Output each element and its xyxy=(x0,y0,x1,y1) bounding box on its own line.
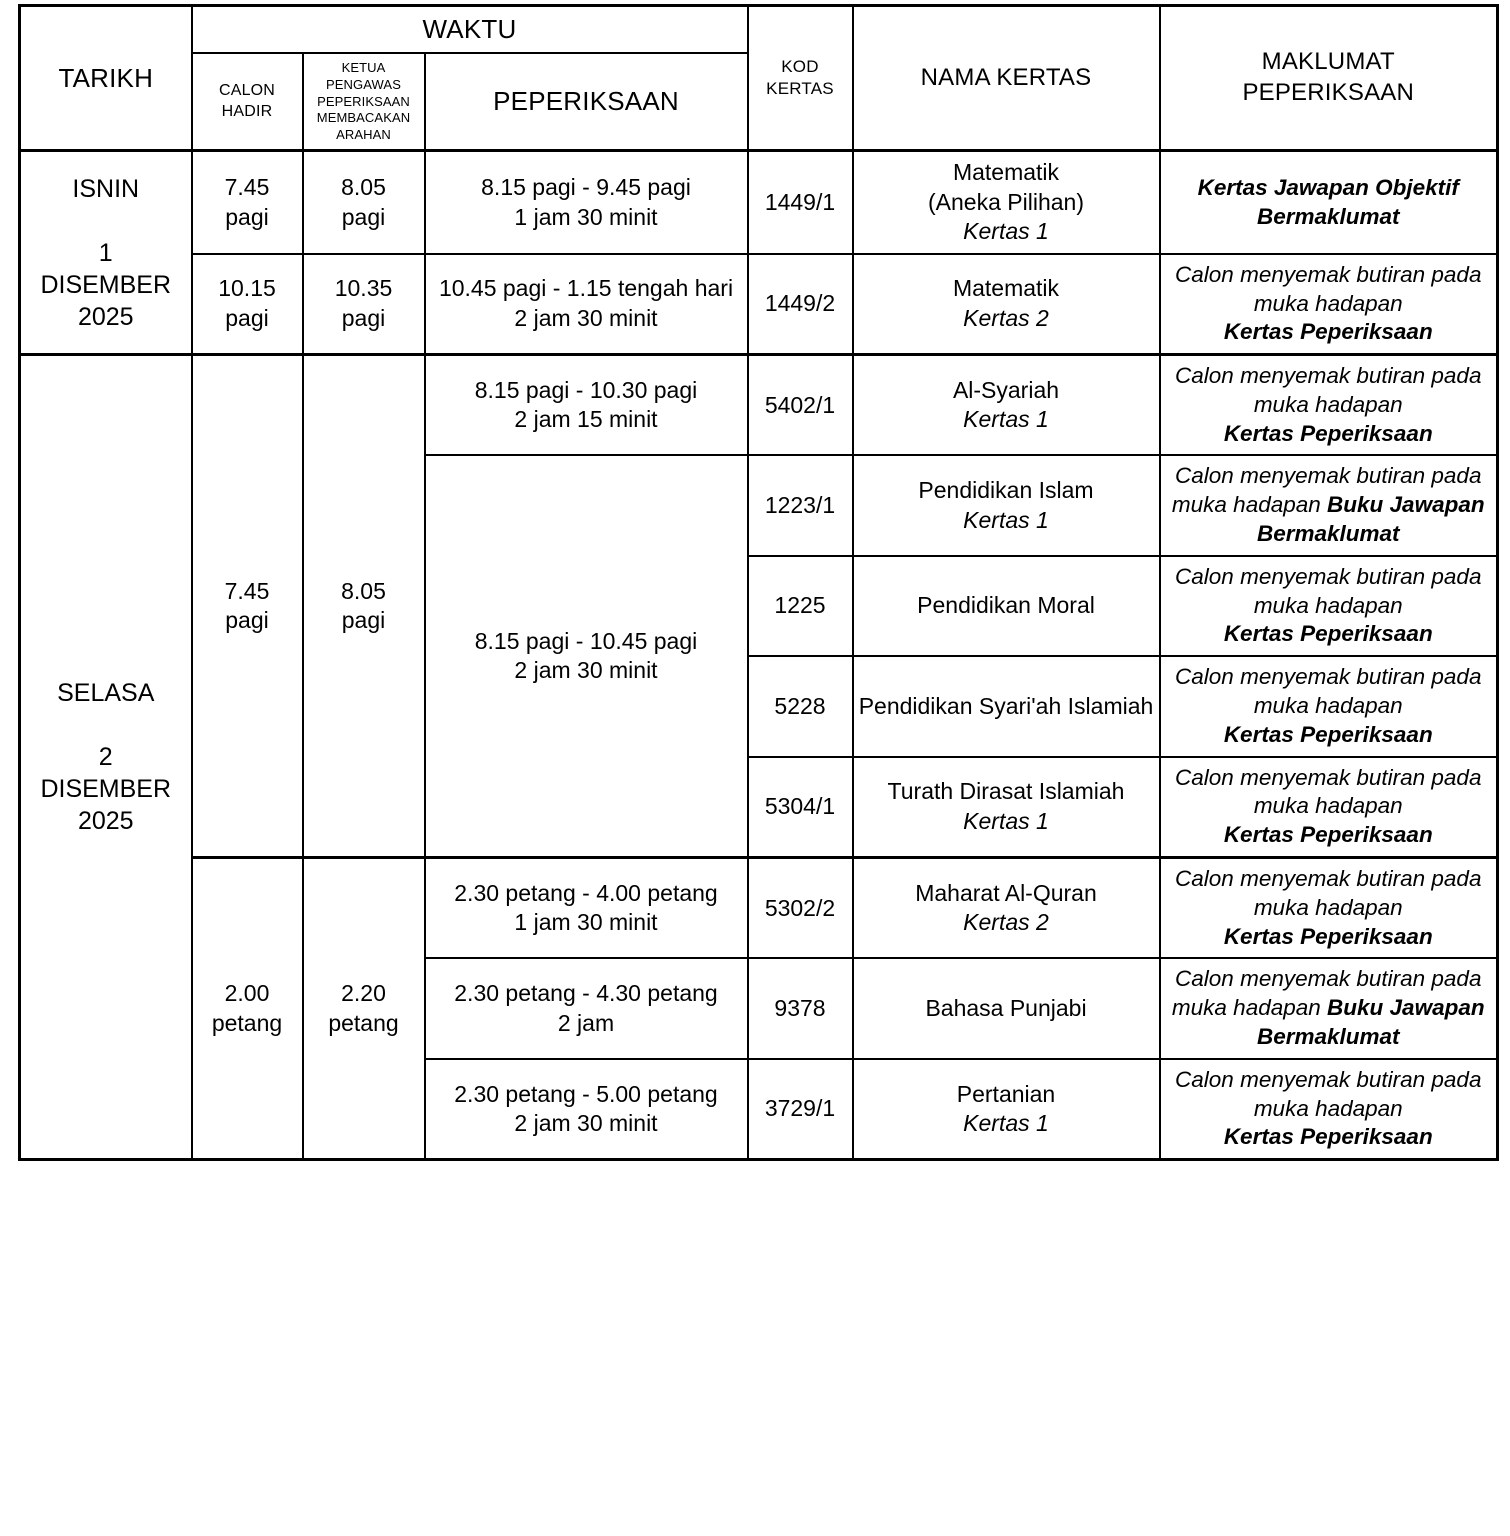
nama-kertas-sub: (Aneka Pilihan) xyxy=(928,188,1084,215)
kod-kertas-cell: 5402/1 xyxy=(748,355,853,456)
exam-slot-time xyxy=(425,858,748,959)
maklumat-plain-text: Calon menyemak butiran pada muka hadapan xyxy=(1171,966,1482,1021)
header-ketua-pengawas-text: KETUA PENGAWAS PEPERIKSAAN MEMBACAKAN ARAHAN xyxy=(316,60,411,142)
exam-slot-time xyxy=(425,1059,748,1160)
maklumat-cell xyxy=(1160,656,1498,756)
nama-kertas-main: Matematik xyxy=(952,159,1060,186)
kod-kertas-cell: 1225 xyxy=(748,556,853,656)
nama-kertas-paper: Kertas 2 xyxy=(963,304,1049,331)
calon-hadir-period-text: pagi xyxy=(225,607,269,634)
exam-slot-time xyxy=(425,151,748,254)
header-nama-kertas: NAMA KERTAS xyxy=(853,6,1160,151)
date-cell-selasa xyxy=(20,355,192,1160)
header-calon-hadir-text: CALON HADIR xyxy=(218,82,276,120)
exam-slot-time xyxy=(425,254,748,355)
ketua-time-text: 2.20 xyxy=(341,980,386,1007)
header-kod-kertas xyxy=(748,6,853,151)
kod-kertas-cell: 1223/1 xyxy=(748,455,853,555)
ketua-time-text: 8.05 xyxy=(341,174,386,201)
slot-duration-text: 2 jam xyxy=(557,1009,615,1036)
date-cell-selasa-text: SELASA 2 DISEMBER 2025 xyxy=(40,679,172,836)
calon-hadir-period-text: pagi xyxy=(225,203,269,230)
header-peperiksaan: PEPERIKSAAN xyxy=(425,53,748,151)
maklumat-bold-inline-text: Buku Jawapan Bermaklumat xyxy=(1256,995,1485,1050)
nama-kertas-cell: Pendidikan Syari'ah Islamiah xyxy=(853,656,1160,756)
maklumat-plain-text: Calon menyemak butiran pada muka hadapan xyxy=(1171,463,1482,518)
exam-slot-time xyxy=(425,355,748,456)
calon-hadir-period-text: petang xyxy=(211,1009,283,1036)
nama-kertas-main: Matematik xyxy=(952,275,1060,302)
kod-kertas-cell: 9378 xyxy=(748,958,853,1058)
header-tarikh: TARIKH xyxy=(20,6,192,151)
calon-hadir-time xyxy=(192,858,303,1160)
header-waktu: WAKTU xyxy=(192,6,748,54)
nama-kertas-cell: Pendidikan Moral xyxy=(853,556,1160,656)
nama-kertas-main: Turath Dirasat Islamiah xyxy=(887,778,1125,805)
slot-duration-text: 1 jam 30 minit xyxy=(514,909,658,936)
ketua-pengawas-time xyxy=(303,858,425,1160)
ketua-period-text: petang xyxy=(328,1009,399,1036)
calon-hadir-time-text: 10.15 xyxy=(218,275,276,302)
header-calon-hadir xyxy=(192,53,303,151)
maklumat-bold-text: Kertas Peperiksaan xyxy=(1223,621,1433,647)
nama-kertas-cell xyxy=(853,455,1160,555)
table-row xyxy=(20,355,1498,456)
maklumat-bold-text: Kertas Peperiksaan xyxy=(1223,923,1433,949)
kod-kertas-cell: 5302/2 xyxy=(748,858,853,959)
nama-kertas-paper: Kertas 1 xyxy=(963,218,1049,245)
maklumat-plain-text: Calon menyemak butiran pada muka hadapan xyxy=(1175,664,1482,719)
ketua-pengawas-time xyxy=(303,151,425,254)
table-row xyxy=(20,151,1498,254)
slot-duration-text: 2 jam 15 minit xyxy=(514,406,658,433)
kod-kertas-cell: 3729/1 xyxy=(748,1059,853,1160)
maklumat-plain-text: Calon menyemak butiran pada muka hadapan xyxy=(1175,866,1482,920)
nama-kertas-cell xyxy=(853,151,1160,254)
nama-kertas-cell xyxy=(853,1059,1160,1160)
maklumat-cell xyxy=(1160,858,1498,959)
date-cell-isnin-text: ISNIN 1 DISEMBER 2025 xyxy=(40,174,172,331)
slot-duration-text: 2 jam 30 minit xyxy=(514,304,658,331)
nama-kertas-main: Pertanian xyxy=(956,1080,1056,1107)
kod-kertas-cell: 1449/1 xyxy=(748,151,853,254)
maklumat-bold-text: Kertas Peperiksaan xyxy=(1223,822,1433,848)
date-cell-isnin xyxy=(20,151,192,355)
maklumat-bold-text: Kertas Peperiksaan xyxy=(1223,319,1433,345)
slot-time-text: 2.30 petang - 5.00 petang xyxy=(454,1080,718,1107)
calon-hadir-time-text: 2.00 xyxy=(224,980,270,1007)
nama-kertas-paper: Kertas 2 xyxy=(963,909,1049,936)
maklumat-plain-text: Calon menyemak butiran pada muka hadapan xyxy=(1175,563,1482,618)
calon-hadir-time xyxy=(192,151,303,254)
header-kod-kertas-text: KOD KERTAS xyxy=(766,57,834,99)
maklumat-cell xyxy=(1160,958,1498,1058)
maklumat-cell xyxy=(1160,151,1498,254)
ketua-time-text: 10.35 xyxy=(334,275,393,302)
nama-kertas-cell: Bahasa Punjabi xyxy=(853,958,1160,1058)
kod-kertas-cell: 5304/1 xyxy=(748,757,853,858)
maklumat-cell xyxy=(1160,757,1498,858)
calon-hadir-time xyxy=(192,355,303,858)
maklumat-bold-text: Kertas Peperiksaan xyxy=(1223,420,1433,446)
kod-kertas-cell: 5228 xyxy=(748,656,853,756)
nama-kertas-cell xyxy=(853,858,1160,959)
slot-time-text: 8.15 pagi - 9.45 pagi xyxy=(481,174,691,201)
calon-hadir-time xyxy=(192,254,303,355)
maklumat-cell xyxy=(1160,254,1498,355)
ketua-period-text: pagi xyxy=(341,203,386,230)
slot-time-text: 2.30 petang - 4.00 petang xyxy=(454,879,718,906)
nama-kertas-paper: Kertas 1 xyxy=(963,506,1049,533)
ketua-pengawas-time xyxy=(303,355,425,858)
nama-kertas-main: Al-Syariah xyxy=(952,376,1060,403)
maklumat-bold-text: Kertas Peperiksaan xyxy=(1223,721,1433,747)
nama-kertas-paper: Kertas 1 xyxy=(963,406,1049,433)
maklumat-cell xyxy=(1160,1059,1498,1160)
nama-kertas-cell xyxy=(853,254,1160,355)
nama-kertas-cell xyxy=(853,355,1160,456)
table-body xyxy=(20,151,1498,1160)
slot-time-text: 8.15 pagi - 10.30 pagi xyxy=(474,376,698,403)
header-ketua-pengawas xyxy=(303,53,425,151)
ketua-period-text: pagi xyxy=(341,607,386,634)
calon-hadir-time-text: 7.45 xyxy=(224,577,270,604)
calon-hadir-time-text: 7.45 xyxy=(224,174,270,201)
nama-kertas-main: Maharat Al-Quran xyxy=(915,879,1097,906)
nama-kertas-paper: Kertas 1 xyxy=(963,1110,1049,1137)
maklumat-plain-text: Calon menyemak butiran pada muka hadapan xyxy=(1175,1066,1482,1121)
kod-kertas-cell: 1449/2 xyxy=(748,254,853,355)
calon-hadir-period-text: pagi xyxy=(225,304,269,331)
nama-kertas-main: Pendidikan Islam xyxy=(918,477,1094,504)
maklumat-bold-text: Kertas Peperiksaan xyxy=(1223,1124,1433,1150)
header-maklumat-text: MAKLUMAT PEPERIKSAAN xyxy=(1242,48,1415,107)
header-row-top xyxy=(20,6,1498,54)
slot-time-text: 8.15 pagi - 10.45 pagi xyxy=(474,627,698,654)
maklumat-plain-text: Calon menyemak butiran pada muka hadapan xyxy=(1175,363,1482,417)
maklumat-plain-text: Calon menyemak butiran pada muka hadapan xyxy=(1175,261,1482,316)
nama-kertas-paper: Kertas 1 xyxy=(963,807,1049,834)
maklumat-bold-text: Kertas Jawapan Objektif Bermaklumat xyxy=(1197,174,1459,229)
maklumat-cell xyxy=(1160,355,1498,456)
exam-timetable xyxy=(18,4,1499,1161)
header-maklumat-peperiksaan xyxy=(1160,6,1498,151)
exam-slot-time xyxy=(425,958,748,1058)
slot-duration-text: 1 jam 30 minit xyxy=(514,203,658,230)
table-header xyxy=(20,6,1498,151)
slot-duration-text: 2 jam 30 minit xyxy=(514,1110,658,1137)
slot-time-text: 2.30 petang - 4.30 petang xyxy=(454,980,718,1007)
maklumat-plain-text: Calon menyemak butiran pada muka hadapan xyxy=(1175,764,1482,819)
exam-slot-time xyxy=(425,455,748,857)
maklumat-cell xyxy=(1160,455,1498,555)
maklumat-bold-inline-text: Buku Jawapan Bermaklumat xyxy=(1256,492,1485,547)
nama-kertas-cell xyxy=(853,757,1160,858)
slot-time-text: 10.45 pagi - 1.15 tengah hari xyxy=(438,275,734,302)
ketua-time-text: 8.05 xyxy=(341,577,386,604)
table-row xyxy=(20,254,1498,355)
slot-duration-text: 2 jam 30 minit xyxy=(514,657,658,684)
table-row xyxy=(20,858,1498,959)
ketua-period-text: pagi xyxy=(341,304,386,331)
maklumat-cell xyxy=(1160,556,1498,656)
ketua-pengawas-time xyxy=(303,254,425,355)
